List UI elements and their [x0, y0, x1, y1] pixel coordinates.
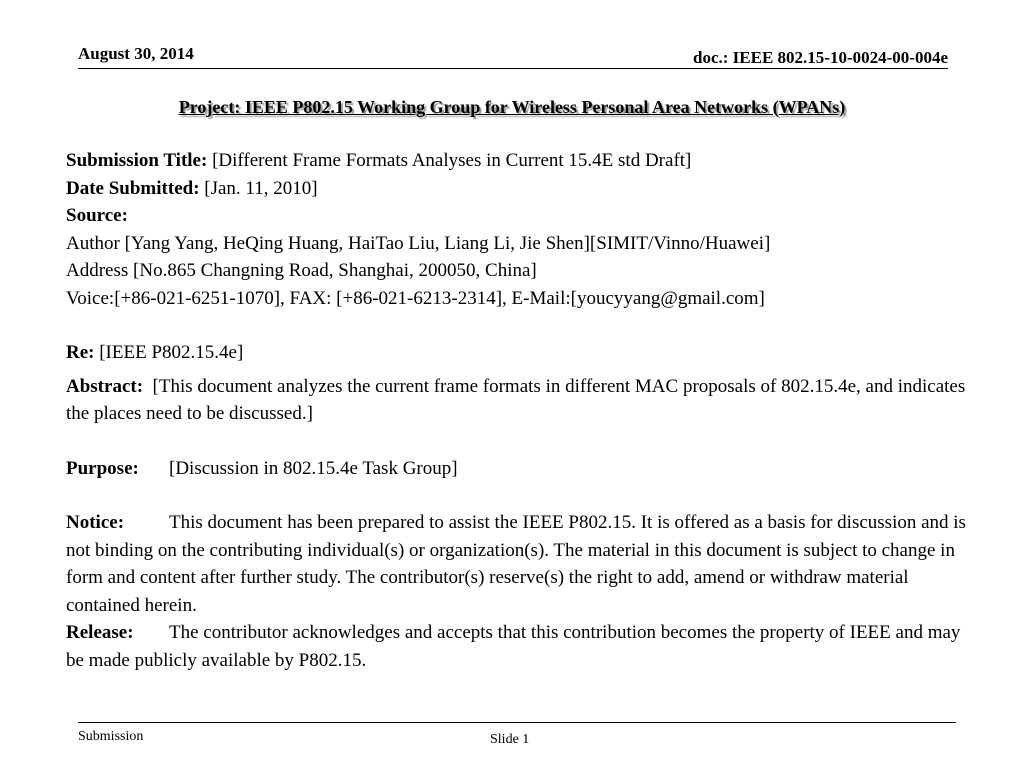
source-label: Source:	[66, 205, 128, 226]
source-contact: Voice:[+86-021-6251-1070], FAX: [+86-021-6213-2314], E-Mail:[youcyyang@gmail.com]	[66, 287, 765, 309]
abstract-paragraph	[66, 373, 966, 428]
source-line	[66, 202, 966, 230]
notice-paragraph	[66, 509, 966, 619]
date-submitted-value: [Jan. 11, 2010]	[204, 177, 318, 199]
purpose-value: [Discussion in 802.15.4e Task Group]	[169, 457, 458, 479]
submission-body	[66, 147, 966, 674]
notice-value: This document has been prepared to assist the IEEE P802.15. It is offered as a basis for discussion and is not binding on the contributing individual(s) or organization(s). The material in this document is subject to change in form and content after further study. The contributor(s) reserve(s) the right to add, amend or withdraw material contained herein.	[66, 512, 966, 616]
date-submitted-line	[66, 175, 966, 203]
release-paragraph	[66, 619, 966, 674]
release-label-rest: elease:	[79, 622, 134, 643]
re-line	[66, 339, 966, 367]
purpose-label: Purpose:	[66, 457, 139, 479]
abstract-label: Abstract:	[66, 375, 144, 397]
notice-label-rest: otice:	[79, 512, 125, 533]
re-label: Re:	[66, 342, 95, 363]
abstract-value: [This document analyzes the current frame formats in different MAC proposals of 802.15.4e, and indicates the places need to be discussed.]	[66, 375, 966, 424]
purpose-line	[66, 455, 966, 483]
spacer	[66, 312, 966, 339]
footer-slide-number: Slide 1	[490, 732, 530, 747]
submission-title-label: Submission Title:	[66, 150, 208, 171]
spacer	[66, 428, 966, 455]
source-address: Address [No.865 Changning Road, Shanghai, 200050, China]	[66, 260, 537, 281]
spacer	[66, 482, 966, 509]
submission-title-line	[66, 147, 966, 175]
re-value: [IEEE P802.15.4e]	[99, 342, 244, 363]
header-date: August 30, 2014	[78, 44, 194, 63]
header-doc-id: doc.: IEEE 802.15-10-0024-00-004e	[693, 48, 948, 67]
submission-title-value: [Different Frame Formats Analyses in Current 15.4E std Draft]	[212, 150, 692, 171]
footer-divider	[78, 722, 956, 723]
notice-label-first: N	[66, 512, 80, 533]
source-author: Author [Yang Yang, HeQing Huang, HaiTao Liu, Liang Li, Jie Shen][SIMIT/Vinno/Huawei]	[66, 232, 771, 254]
footer-submission: Submission	[78, 729, 144, 744]
release-label-first: R	[66, 622, 80, 643]
notice-label	[66, 509, 169, 537]
release-value: The contributor acknowledges and accepts that this contribution becomes the property of IEEE and may be made publicly available by P802.15.	[66, 622, 961, 671]
date-submitted-label: Date Submitted:	[66, 177, 200, 199]
header-divider	[78, 68, 948, 69]
project-title: Project: IEEE P802.15 Working Group for Wireless Personal Area Networks (WPANs)	[178, 97, 846, 117]
release-label	[66, 619, 169, 647]
